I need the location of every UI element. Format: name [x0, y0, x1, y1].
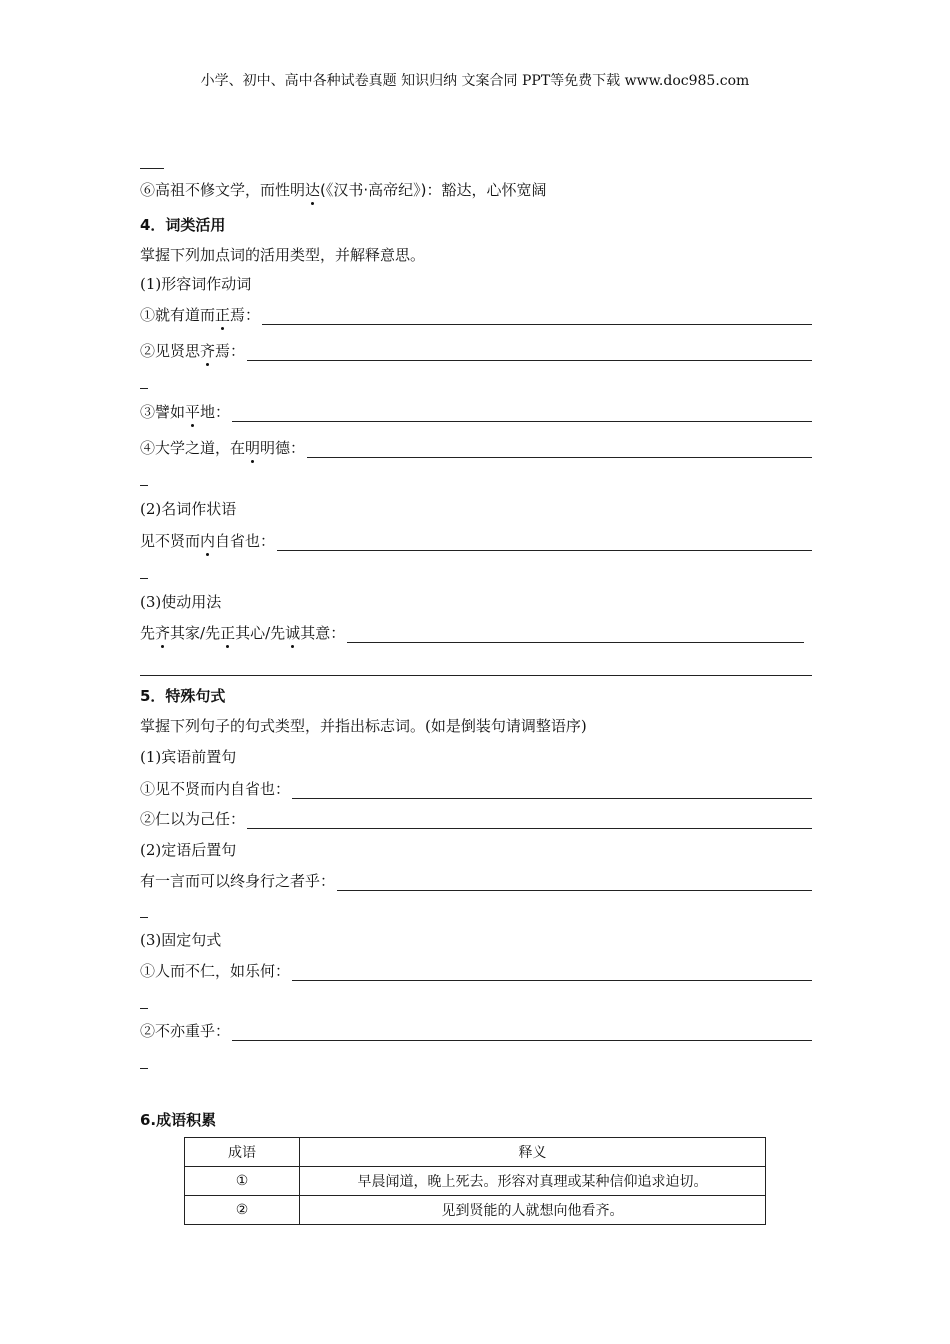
- answer-row-5-3-1: [140, 959, 812, 981]
- answer-prompt: ③譬如平地：: [140, 403, 231, 421]
- continuation-dash: [140, 485, 148, 486]
- answer-blank-continuation[interactable]: [140, 674, 812, 676]
- answer-row-5-1-1: [140, 777, 812, 799]
- answer-blank[interactable]: [247, 812, 812, 829]
- answer-blank[interactable]: [347, 626, 804, 643]
- section-5-sub2-title: (2)定语后置句: [140, 841, 237, 859]
- section-4-title: 4．词类活用: [140, 216, 226, 234]
- meaning-cell: 见到贤能的人就想向他看齐。: [300, 1196, 766, 1225]
- answer-blank[interactable]: [232, 405, 812, 422]
- answer-row-5-3-2: [140, 1019, 812, 1041]
- continuation-dash: [140, 388, 148, 389]
- section-4-sub1-title: (1)形容词作动词: [140, 275, 252, 293]
- section-5-title: 5．特殊句式: [140, 687, 226, 705]
- table-row: [185, 1167, 766, 1196]
- answer-prompt: ②见贤思齐焉：: [140, 342, 246, 360]
- section-5-sub1-title: (1)宾语前置句: [140, 748, 237, 766]
- answer-prompt: ①就有道而正焉：: [140, 306, 261, 324]
- meaning-cell: 早晨闻道，晚上死去。形容对真理或某种信仰追求迫切。: [300, 1167, 766, 1196]
- answer-blank[interactable]: [307, 441, 812, 458]
- answer-row-4-1-4: [140, 436, 812, 458]
- answer-prompt: 有一言而可以终身行之者乎：: [140, 872, 336, 890]
- answer-row-4-3: [140, 621, 804, 643]
- answer-prompt: 先齐其家/先正其心/先诚其意：: [140, 624, 346, 642]
- answer-blank[interactable]: [337, 874, 812, 891]
- answer-prompt: ②仁以为己任：: [140, 810, 246, 828]
- idiom-cell[interactable]: ②: [185, 1196, 300, 1225]
- answer-blank[interactable]: [247, 344, 812, 361]
- answer-prompt: ④大学之道，在明明德：: [140, 439, 306, 457]
- answer-row-4-1-1: [140, 303, 812, 325]
- dotted-char: 达: [305, 181, 321, 199]
- column-header-idiom: 成语: [185, 1138, 300, 1167]
- answer-blank[interactable]: [262, 308, 812, 325]
- continuation-dash: [140, 1068, 148, 1069]
- answer-row-5-1-2: [140, 807, 812, 829]
- answer-prompt: ①人而不仁，如乐何：: [140, 962, 291, 980]
- answer-row-4-1-3: [140, 400, 812, 422]
- answer-blank[interactable]: [292, 964, 812, 981]
- section-4-sub3-title: (3)使动用法: [140, 593, 222, 611]
- column-header-meaning: 释义: [300, 1138, 766, 1167]
- idiom-table: [184, 1137, 766, 1225]
- table-header-row: [185, 1138, 766, 1167]
- continuation-dash: [140, 168, 164, 169]
- answer-blank[interactable]: [292, 782, 812, 799]
- answer-prompt: ①见不贤而内自省也：: [140, 780, 291, 798]
- answer-prompt: 见不贤而内自省也：: [140, 532, 276, 550]
- table-row: [185, 1196, 766, 1225]
- answer-blank[interactable]: [232, 1024, 812, 1041]
- section-4-instruction: 掌握下列加点词的活用类型，并解释意思。: [140, 246, 426, 264]
- section-4-sub2-title: (2)名词作状语: [140, 500, 237, 518]
- answer-row-4-2: [140, 529, 812, 551]
- section-5-instruction: 掌握下列句子的句式类型，并指出标志词。(如是倒装句请调整语序): [140, 717, 587, 735]
- continuation-dash: [140, 1008, 148, 1009]
- section-5-sub3-title: (3)固定句式: [140, 931, 222, 949]
- answer-prompt: ②不亦重乎：: [140, 1022, 231, 1040]
- answer-row-4-1-2: [140, 339, 812, 361]
- idiom-cell[interactable]: ①: [185, 1167, 300, 1196]
- item-6-answer: (《汉书·高帝纪》)：豁达，心怀宽阔: [320, 181, 547, 199]
- continuation-dash: [140, 578, 148, 579]
- answer-blank[interactable]: [277, 534, 812, 551]
- section-6-title: 6.成语积累: [140, 1111, 217, 1129]
- continuation-dash: [140, 917, 148, 918]
- item-6-line: ⑥高祖不修文学，而性明达(《汉书·高帝纪》)：豁达，心怀宽阔: [140, 181, 547, 199]
- page-header: 小学、初中、高中各种试卷真题 知识归纳 文案合同 PPT等免费下载 www.doc985.com: [200, 73, 750, 89]
- answer-row-5-2: [140, 869, 812, 891]
